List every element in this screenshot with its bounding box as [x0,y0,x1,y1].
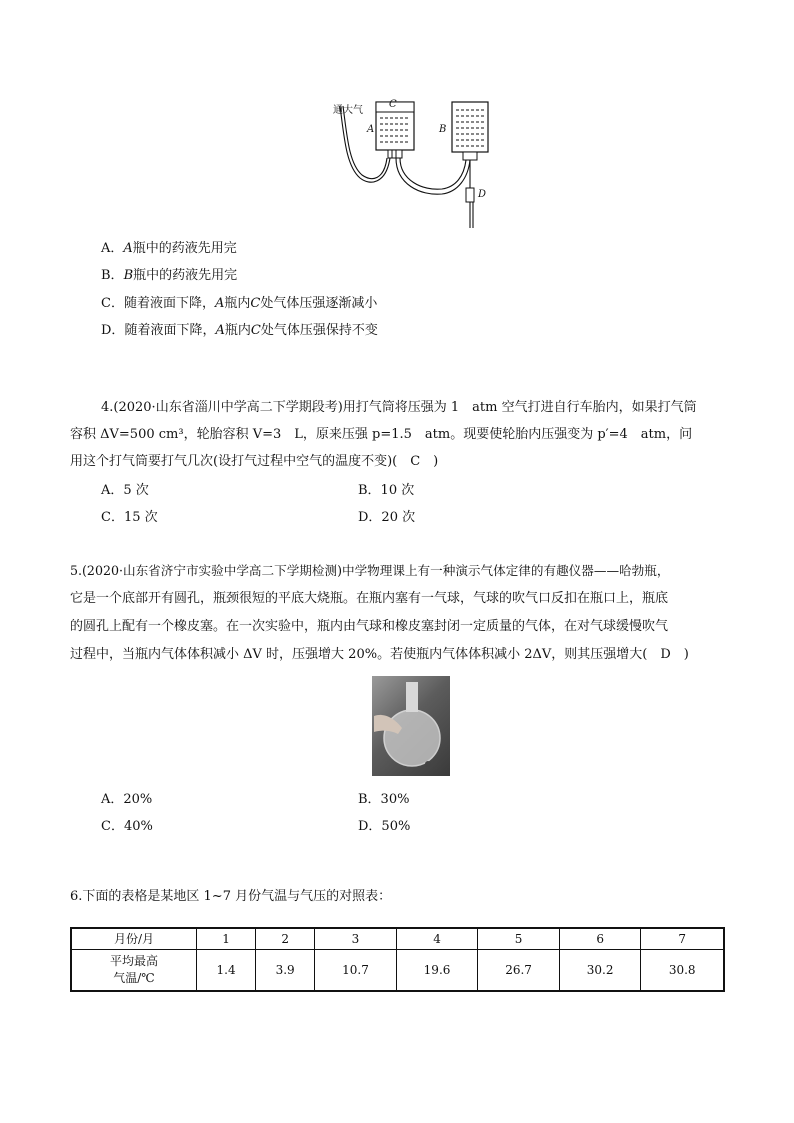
q3-option-b: B．B瓶中的药液先用完 [101,268,238,283]
table-header-row [71,928,724,949]
label-d: D [478,189,487,200]
table-temp-cell: 19.6 [396,949,478,991]
q3-option-a: A．A瓶中的药液先用完 [101,241,237,256]
q4-line-1: 4.(2020·山东省淄川中学高二下学期段考)用打气筒将压强为 1 atm 空气打进自行车胎内，如果打气筒 [101,400,697,415]
table-row-label: 平均最高 气温/℃ [71,949,197,991]
table-month-cell: 7 [641,928,724,949]
label-tongdaqi: 通大气 [333,105,363,116]
table-month-cell: 3 [315,928,397,949]
table-temp-cell: 1.4 [197,949,256,991]
q5-option-a: A．20% [101,792,153,807]
q4-line-3: 用这个打气筒要打气几次(设打气过程中空气的温度不变)( C ) [70,454,439,469]
label-b: B [439,124,447,135]
table-month-cell: 5 [478,928,560,949]
table-temp-cell: 30.8 [641,949,724,991]
q5-option-c: C．40% [101,819,153,834]
table-temp-cell: 30.2 [559,949,641,991]
q5-line-4: 过程中，当瓶内气体体积减小 ΔV 时，压强增大 20%。若使瓶内气体体积减小 2ΔV，则其压强增大( D ) [70,647,689,662]
table-temp-cell: 10.7 [315,949,397,991]
label-a: A [367,124,375,135]
harbor-flask-photo [372,676,450,776]
table-month-cell: 4 [396,928,478,949]
table-month-cell: 2 [256,928,315,949]
q6-intro: 6.下面的表格是某地区 1~7 月份气温与气压的对照表： [70,889,392,904]
table-temp-cell: 26.7 [478,949,560,991]
infusion-bottles-diagram [330,96,500,231]
q4-option-b: B．10 次 [358,483,415,498]
q4-option-a: A．5 次 [101,483,149,498]
table-month-cell: 6 [559,928,641,949]
q4-option-c: C．15 次 [101,510,158,525]
q5-option-d: D．50% [358,819,411,834]
q5-line-3: 的圆孔上配有一个橡皮塞。在一次实验中，瓶内由气球和橡皮塞封闭一定质量的气体，在对气球缓慢吹气 [70,619,669,634]
table-temp-cell: 3.9 [256,949,315,991]
q5-option-b: B．30% [358,792,410,807]
q3-option-c: C．随着液面下降，A瓶内C处气体压强逐渐减小 [101,296,378,311]
q4-line-2: 容积 ΔV=500 cm³，轮胎容积 V=3 L，原来压强 p=1.5 atm。现要使轮胎内压强变为 p′=4 atm，问 [70,427,693,442]
q5-line-1: 5.(2020·山东省济宁市实验中学高二下学期检测)中学物理课上有一种演示气体定律的有趣仪器——哈勃瓶， [70,563,670,578]
q4-option-d: D．20 次 [358,510,416,525]
q5-line-2: 它是一个底部开有圆孔，瓶颈很短的平底大烧瓶。在瓶内塞有一气球，气球的吹气口反扣在瓶口上，瓶底 [70,591,669,606]
table-month-cell: 1 [197,928,256,949]
temperature-table [70,927,725,992]
table-row [71,949,724,991]
label-c: C [389,99,397,110]
table-header-label: 月份/月 [71,928,197,949]
q3-option-d: D．随着液面下降，A瓶内C处气体压强保持不变 [101,323,378,338]
